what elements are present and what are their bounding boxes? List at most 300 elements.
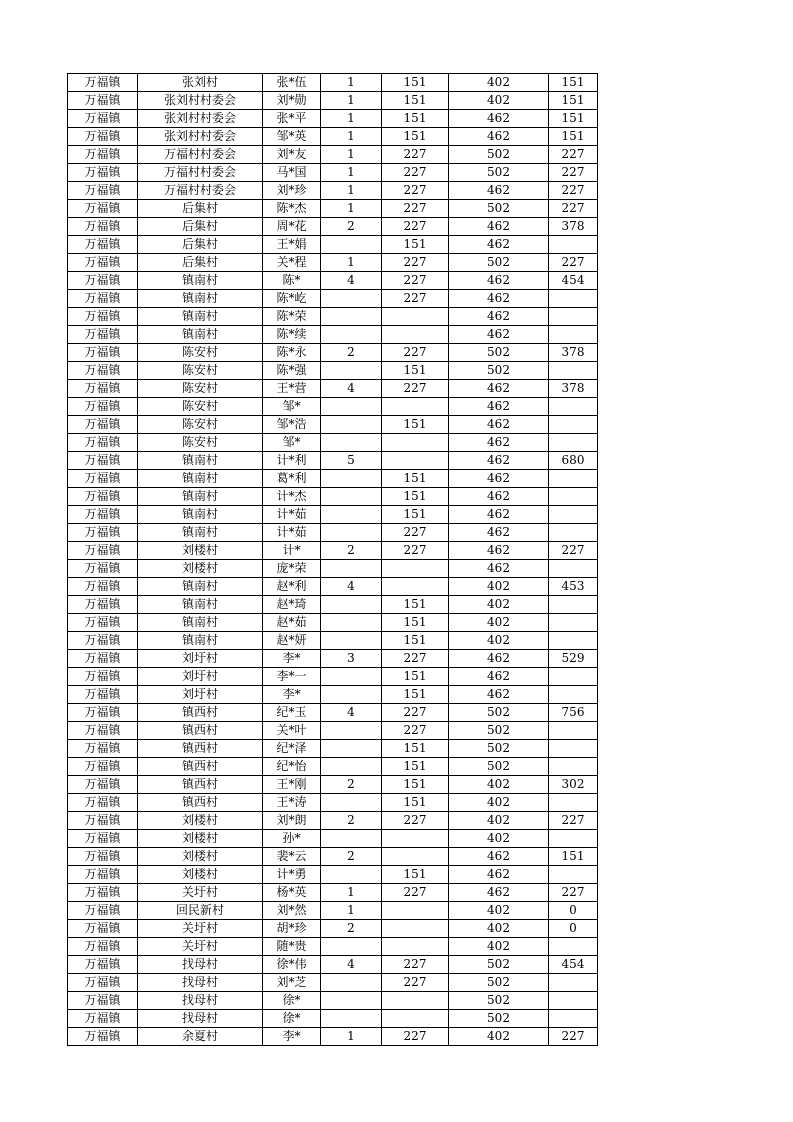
total-cell: 680 [549, 452, 598, 470]
table-row [68, 380, 598, 398]
total-cell [549, 758, 598, 776]
amount-a-cell: 151 [382, 632, 449, 650]
amount-b-cell: 502 [449, 722, 549, 740]
town-cell: 万福镇 [68, 290, 138, 308]
name-cell: 刘*然 [263, 902, 321, 920]
table-row [68, 866, 598, 884]
amount-b-cell: 462 [449, 110, 549, 128]
name-cell: 徐* [263, 1010, 321, 1028]
town-cell: 万福镇 [68, 740, 138, 758]
total-cell: 151 [549, 128, 598, 146]
count-cell [321, 758, 382, 776]
amount-a-cell: 151 [382, 758, 449, 776]
amount-a-cell [382, 848, 449, 866]
village-cell: 陈安村 [138, 398, 263, 416]
amount-a-cell: 227 [382, 254, 449, 272]
town-cell: 万福镇 [68, 704, 138, 722]
village-cell: 刘楼村 [138, 560, 263, 578]
town-cell: 万福镇 [68, 758, 138, 776]
town-cell: 万福镇 [68, 830, 138, 848]
amount-a-cell: 151 [382, 794, 449, 812]
name-cell: 陈*强 [263, 362, 321, 380]
name-cell: 纪*玉 [263, 704, 321, 722]
amount-b-cell: 402 [449, 920, 549, 938]
total-cell: 378 [549, 380, 598, 398]
table-row [68, 956, 598, 974]
town-cell: 万福镇 [68, 200, 138, 218]
town-cell: 万福镇 [68, 182, 138, 200]
town-cell: 万福镇 [68, 398, 138, 416]
total-cell [549, 434, 598, 452]
total-cell: 227 [549, 200, 598, 218]
table-row [68, 326, 598, 344]
name-cell: 陈*永 [263, 344, 321, 362]
village-cell: 张刘村 [138, 74, 263, 92]
table-row [68, 110, 598, 128]
amount-b-cell: 402 [449, 830, 549, 848]
amount-b-cell: 402 [449, 902, 549, 920]
count-cell [321, 596, 382, 614]
count-cell: 5 [321, 452, 382, 470]
town-cell: 万福镇 [68, 110, 138, 128]
town-cell: 万福镇 [68, 416, 138, 434]
amount-a-cell: 227 [382, 272, 449, 290]
table-row [68, 1010, 598, 1028]
amount-a-cell: 151 [382, 470, 449, 488]
name-cell: 刘*友 [263, 146, 321, 164]
town-cell: 万福镇 [68, 272, 138, 290]
village-cell: 镇南村 [138, 326, 263, 344]
amount-b-cell: 462 [449, 866, 549, 884]
amount-a-cell: 227 [382, 704, 449, 722]
amount-b-cell: 462 [449, 560, 549, 578]
amount-b-cell: 502 [449, 992, 549, 1010]
village-cell: 镇西村 [138, 704, 263, 722]
amount-a-cell: 151 [382, 596, 449, 614]
amount-b-cell: 502 [449, 956, 549, 974]
amount-b-cell: 502 [449, 344, 549, 362]
town-cell: 万福镇 [68, 488, 138, 506]
amount-a-cell: 151 [382, 668, 449, 686]
village-cell: 镇南村 [138, 524, 263, 542]
village-cell: 镇南村 [138, 614, 263, 632]
count-cell [321, 794, 382, 812]
amount-b-cell: 462 [449, 416, 549, 434]
count-cell: 1 [321, 110, 382, 128]
count-cell [321, 524, 382, 542]
count-cell [321, 362, 382, 380]
amount-b-cell: 402 [449, 92, 549, 110]
amount-a-cell: 227 [382, 182, 449, 200]
count-cell [321, 416, 382, 434]
amount-a-cell [382, 1010, 449, 1028]
village-cell: 镇南村 [138, 488, 263, 506]
table-row [68, 884, 598, 902]
village-cell: 刘楼村 [138, 812, 263, 830]
amount-b-cell: 402 [449, 614, 549, 632]
amount-b-cell: 402 [449, 794, 549, 812]
name-cell: 李*一 [263, 668, 321, 686]
total-cell [549, 236, 598, 254]
name-cell: 周*花 [263, 218, 321, 236]
count-cell: 1 [321, 884, 382, 902]
amount-a-cell [382, 398, 449, 416]
amount-b-cell: 462 [449, 218, 549, 236]
total-cell: 227 [549, 1028, 598, 1046]
village-cell: 关圩村 [138, 884, 263, 902]
table-row [68, 452, 598, 470]
name-cell: 计*杰 [263, 488, 321, 506]
total-cell [549, 794, 598, 812]
amount-a-cell: 151 [382, 236, 449, 254]
name-cell: 计*茹 [263, 524, 321, 542]
total-cell [549, 992, 598, 1010]
town-cell: 万福镇 [68, 362, 138, 380]
town-cell: 万福镇 [68, 236, 138, 254]
village-cell: 后集村 [138, 218, 263, 236]
village-cell: 刘圩村 [138, 686, 263, 704]
total-cell: 151 [549, 74, 598, 92]
count-cell [321, 722, 382, 740]
table-row [68, 974, 598, 992]
table-row [68, 632, 598, 650]
amount-b-cell: 402 [449, 1028, 549, 1046]
total-cell: 227 [549, 146, 598, 164]
village-cell: 镇南村 [138, 308, 263, 326]
village-cell: 陈安村 [138, 416, 263, 434]
amount-a-cell: 227 [382, 974, 449, 992]
name-cell: 徐*伟 [263, 956, 321, 974]
amount-b-cell: 462 [449, 542, 549, 560]
name-cell: 陈*屹 [263, 290, 321, 308]
table-row [68, 578, 598, 596]
table-row [68, 776, 598, 794]
town-cell: 万福镇 [68, 776, 138, 794]
amount-a-cell: 227 [382, 650, 449, 668]
village-cell: 找母村 [138, 956, 263, 974]
total-cell [549, 290, 598, 308]
amount-b-cell: 402 [449, 632, 549, 650]
amount-b-cell: 462 [449, 182, 549, 200]
amount-a-cell [382, 308, 449, 326]
amount-b-cell: 462 [449, 650, 549, 668]
total-cell [549, 506, 598, 524]
table-row [68, 902, 598, 920]
amount-b-cell: 502 [449, 974, 549, 992]
name-cell: 关*叶 [263, 722, 321, 740]
total-cell: 151 [549, 110, 598, 128]
village-cell: 万福村村委会 [138, 146, 263, 164]
amount-a-cell: 151 [382, 416, 449, 434]
village-cell: 刘楼村 [138, 830, 263, 848]
count-cell [321, 938, 382, 956]
name-cell: 赵*妍 [263, 632, 321, 650]
village-cell: 后集村 [138, 236, 263, 254]
name-cell: 王*娟 [263, 236, 321, 254]
village-cell: 后集村 [138, 200, 263, 218]
town-cell: 万福镇 [68, 974, 138, 992]
name-cell: 胡*珍 [263, 920, 321, 938]
town-cell: 万福镇 [68, 1028, 138, 1046]
table-row [68, 722, 598, 740]
town-cell: 万福镇 [68, 506, 138, 524]
table-row [68, 686, 598, 704]
table-row [68, 290, 598, 308]
table-row [68, 542, 598, 560]
total-cell: 227 [549, 164, 598, 182]
total-cell [549, 740, 598, 758]
name-cell: 纪*怡 [263, 758, 321, 776]
total-cell [549, 362, 598, 380]
count-cell: 4 [321, 578, 382, 596]
count-cell [321, 686, 382, 704]
town-cell: 万福镇 [68, 938, 138, 956]
count-cell: 1 [321, 1028, 382, 1046]
village-cell: 陈安村 [138, 344, 263, 362]
total-cell [549, 668, 598, 686]
amount-a-cell [382, 920, 449, 938]
village-cell: 余夏村 [138, 1028, 263, 1046]
count-cell [321, 488, 382, 506]
amount-a-cell: 227 [382, 812, 449, 830]
count-cell [321, 740, 382, 758]
count-cell: 2 [321, 812, 382, 830]
total-cell [549, 560, 598, 578]
town-cell: 万福镇 [68, 578, 138, 596]
count-cell: 2 [321, 344, 382, 362]
amount-a-cell: 227 [382, 1028, 449, 1046]
name-cell: 刘*勋 [263, 92, 321, 110]
village-cell: 镇西村 [138, 794, 263, 812]
total-cell: 378 [549, 344, 598, 362]
town-cell: 万福镇 [68, 470, 138, 488]
total-cell: 302 [549, 776, 598, 794]
total-cell [549, 524, 598, 542]
count-cell [321, 866, 382, 884]
town-cell: 万福镇 [68, 866, 138, 884]
count-cell: 1 [321, 254, 382, 272]
village-cell: 找母村 [138, 974, 263, 992]
count-cell: 1 [321, 74, 382, 92]
town-cell: 万福镇 [68, 344, 138, 362]
total-cell [549, 470, 598, 488]
village-cell: 关圩村 [138, 920, 263, 938]
name-cell: 王*刚 [263, 776, 321, 794]
table-row [68, 650, 598, 668]
amount-a-cell: 227 [382, 542, 449, 560]
name-cell: 孙* [263, 830, 321, 848]
amount-b-cell: 402 [449, 74, 549, 92]
amount-a-cell [382, 434, 449, 452]
amount-a-cell: 151 [382, 92, 449, 110]
name-cell: 赵*茹 [263, 614, 321, 632]
village-cell: 刘圩村 [138, 650, 263, 668]
town-cell: 万福镇 [68, 956, 138, 974]
table-row [68, 560, 598, 578]
village-cell: 镇南村 [138, 272, 263, 290]
village-cell: 张刘村村委会 [138, 128, 263, 146]
village-cell: 刘圩村 [138, 668, 263, 686]
village-cell: 找母村 [138, 1010, 263, 1028]
town-cell: 万福镇 [68, 920, 138, 938]
town-cell: 万福镇 [68, 164, 138, 182]
name-cell: 李* [263, 1028, 321, 1046]
name-cell: 刘*芝 [263, 974, 321, 992]
village-cell: 镇南村 [138, 596, 263, 614]
table-row [68, 758, 598, 776]
amount-a-cell: 151 [382, 614, 449, 632]
total-cell: 529 [549, 650, 598, 668]
table-row [68, 308, 598, 326]
count-cell: 2 [321, 920, 382, 938]
name-cell: 李* [263, 686, 321, 704]
amount-b-cell: 462 [449, 434, 549, 452]
amount-a-cell: 151 [382, 74, 449, 92]
count-cell [321, 992, 382, 1010]
amount-b-cell: 462 [449, 272, 549, 290]
table-row [68, 1028, 598, 1046]
total-cell: 227 [549, 182, 598, 200]
table-row [68, 92, 598, 110]
village-cell: 刘楼村 [138, 542, 263, 560]
amount-a-cell: 227 [382, 380, 449, 398]
table-row [68, 614, 598, 632]
village-cell: 找母村 [138, 992, 263, 1010]
name-cell: 陈*续 [263, 326, 321, 344]
count-cell [321, 326, 382, 344]
town-cell: 万福镇 [68, 542, 138, 560]
village-cell: 刘楼村 [138, 866, 263, 884]
village-cell: 镇南村 [138, 632, 263, 650]
total-cell: 0 [549, 902, 598, 920]
town-cell: 万福镇 [68, 632, 138, 650]
count-cell [321, 470, 382, 488]
name-cell: 赵*利 [263, 578, 321, 596]
amount-a-cell: 227 [382, 884, 449, 902]
table-row [68, 740, 598, 758]
village-cell: 张刘村村委会 [138, 92, 263, 110]
total-cell: 227 [549, 812, 598, 830]
count-cell: 1 [321, 128, 382, 146]
amount-b-cell: 402 [449, 812, 549, 830]
amount-b-cell: 502 [449, 164, 549, 182]
table-row [68, 668, 598, 686]
total-cell [549, 488, 598, 506]
table-row [68, 506, 598, 524]
town-cell: 万福镇 [68, 1010, 138, 1028]
count-cell [321, 560, 382, 578]
village-cell: 镇南村 [138, 452, 263, 470]
amount-b-cell: 502 [449, 146, 549, 164]
village-cell: 镇西村 [138, 740, 263, 758]
town-cell: 万福镇 [68, 884, 138, 902]
total-cell: 227 [549, 254, 598, 272]
amount-b-cell: 502 [449, 704, 549, 722]
total-cell: 454 [549, 956, 598, 974]
amount-b-cell: 402 [449, 596, 549, 614]
amount-b-cell: 462 [449, 326, 549, 344]
amount-b-cell: 462 [449, 398, 549, 416]
name-cell: 邹*英 [263, 128, 321, 146]
town-cell: 万福镇 [68, 326, 138, 344]
town-cell: 万福镇 [68, 596, 138, 614]
total-cell [549, 398, 598, 416]
amount-b-cell: 462 [449, 524, 549, 542]
name-cell: 计*茹 [263, 506, 321, 524]
count-cell [321, 668, 382, 686]
count-cell: 2 [321, 776, 382, 794]
town-cell: 万福镇 [68, 254, 138, 272]
count-cell [321, 236, 382, 254]
village-cell: 张刘村村委会 [138, 110, 263, 128]
count-cell: 1 [321, 902, 382, 920]
town-cell: 万福镇 [68, 992, 138, 1010]
count-cell [321, 398, 382, 416]
name-cell: 张*伍 [263, 74, 321, 92]
name-cell: 刘*朗 [263, 812, 321, 830]
town-cell: 万福镇 [68, 902, 138, 920]
name-cell: 随*贵 [263, 938, 321, 956]
town-cell: 万福镇 [68, 848, 138, 866]
count-cell [321, 434, 382, 452]
amount-a-cell: 227 [382, 956, 449, 974]
name-cell: 赵*琦 [263, 596, 321, 614]
amount-a-cell [382, 578, 449, 596]
table-row [68, 272, 598, 290]
name-cell: 关*程 [263, 254, 321, 272]
count-cell [321, 290, 382, 308]
name-cell: 刘*珍 [263, 182, 321, 200]
amount-b-cell: 502 [449, 362, 549, 380]
town-cell: 万福镇 [68, 128, 138, 146]
amount-a-cell [382, 326, 449, 344]
name-cell: 葛*利 [263, 470, 321, 488]
village-cell: 镇西村 [138, 776, 263, 794]
name-cell: 纪*泽 [263, 740, 321, 758]
name-cell: 邹*浩 [263, 416, 321, 434]
name-cell: 杨*英 [263, 884, 321, 902]
total-cell [549, 326, 598, 344]
table-row [68, 830, 598, 848]
table-row [68, 164, 598, 182]
count-cell: 1 [321, 164, 382, 182]
amount-a-cell: 151 [382, 866, 449, 884]
table-row [68, 74, 598, 92]
amount-a-cell: 227 [382, 344, 449, 362]
amount-a-cell: 227 [382, 164, 449, 182]
table-row [68, 362, 598, 380]
table-row [68, 182, 598, 200]
table-row [68, 704, 598, 722]
table-row [68, 596, 598, 614]
table-row [68, 416, 598, 434]
total-cell: 151 [549, 92, 598, 110]
town-cell: 万福镇 [68, 560, 138, 578]
amount-b-cell: 502 [449, 254, 549, 272]
table-row [68, 200, 598, 218]
table-body [68, 74, 598, 1046]
table-row [68, 344, 598, 362]
amount-a-cell [382, 452, 449, 470]
table-row [68, 128, 598, 146]
count-cell: 4 [321, 956, 382, 974]
village-cell: 陈安村 [138, 434, 263, 452]
name-cell: 邹* [263, 398, 321, 416]
town-cell: 万福镇 [68, 380, 138, 398]
amount-a-cell: 151 [382, 686, 449, 704]
total-cell: 454 [549, 272, 598, 290]
amount-b-cell: 462 [449, 236, 549, 254]
